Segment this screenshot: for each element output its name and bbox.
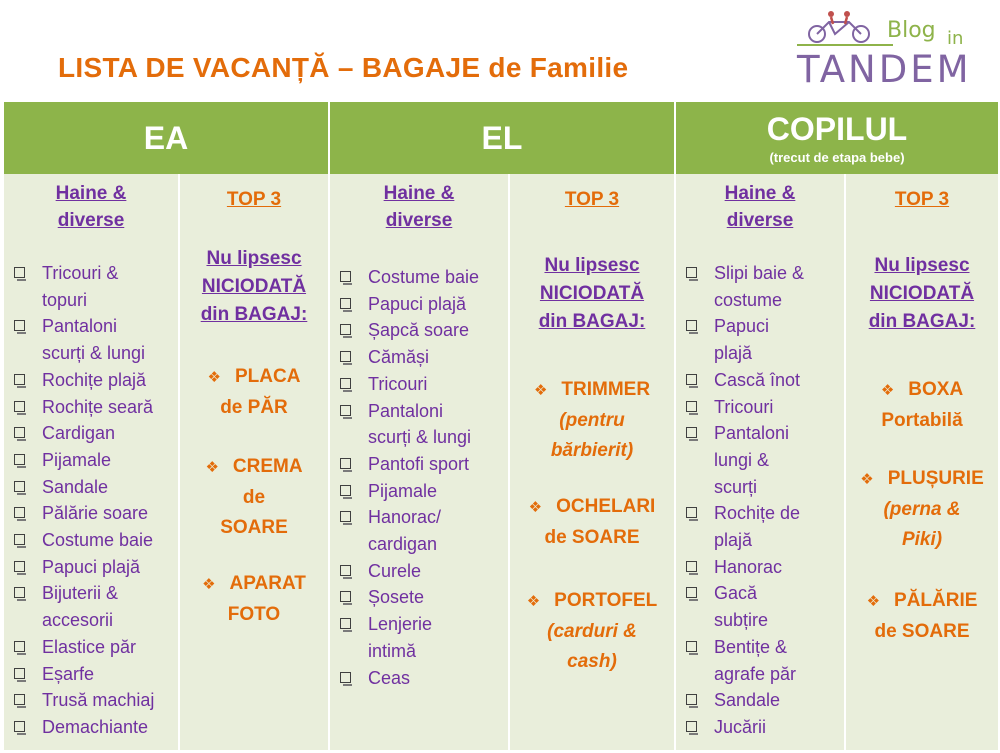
top3-item-text: (carduri & <box>547 621 637 642</box>
list-item-text: Curele <box>368 560 422 581</box>
checkbox-icon[interactable] <box>14 427 25 438</box>
checkbox-icon[interactable] <box>340 271 351 282</box>
kid-top3-heading: TOP 3 <box>894 189 950 210</box>
checkbox-icon[interactable] <box>340 458 351 469</box>
checkbox-icon[interactable] <box>340 324 351 335</box>
list-item <box>676 634 844 687</box>
list-item <box>330 584 508 611</box>
el-top3-column <box>508 174 674 750</box>
list-item-text: Gacă <box>714 583 758 604</box>
top3-item-text: cash) <box>567 651 617 672</box>
checkbox-icon[interactable] <box>686 587 697 598</box>
list-item <box>4 661 178 688</box>
checkbox-icon[interactable] <box>686 427 697 438</box>
list-item <box>4 554 178 581</box>
checkbox-icon[interactable] <box>340 618 351 629</box>
top3-item <box>510 492 674 553</box>
list-item-text: Eșarfe <box>42 663 95 684</box>
list-item <box>330 611 508 664</box>
top3-item <box>510 375 674 466</box>
checkbox-icon[interactable] <box>340 672 351 683</box>
ea-top3-column <box>178 174 328 750</box>
top3-item-text: CREMA <box>232 456 303 477</box>
checkbox-icon[interactable] <box>14 561 25 572</box>
diamond-bullet-icon: ❖ <box>202 576 216 593</box>
list-item-text: Demachiante <box>42 716 149 737</box>
list-item-text: Pantaloni <box>714 423 790 444</box>
list-item-text: subțire <box>714 610 769 631</box>
kid-items-heading: Haine & diverse <box>724 183 796 231</box>
top3-item <box>846 464 998 555</box>
list-item-text: Cardigan <box>42 423 116 444</box>
list-item-text: Elastice păr <box>42 636 137 657</box>
ea-items-heading: Haine & diverse <box>55 183 127 231</box>
top3-item-text: PORTOFEL <box>554 590 658 611</box>
checkbox-icon[interactable] <box>14 401 25 412</box>
list-item <box>4 714 178 741</box>
diamond-bullet-icon: ❖ <box>207 369 221 386</box>
kid-item-list <box>676 260 844 741</box>
list-item-text: Pantofi sport <box>368 453 470 474</box>
list-item-text: Hanorac <box>714 556 783 577</box>
diamond-bullet-icon: ❖ <box>866 593 881 610</box>
el-item-list <box>330 264 508 691</box>
list-item <box>4 500 178 527</box>
list-item <box>4 394 178 421</box>
list-item-text: Papuci plajă <box>368 293 467 314</box>
list-item-text: topuri <box>42 289 88 310</box>
top3-item-text: (perna & <box>883 499 961 520</box>
checkbox-icon[interactable] <box>14 481 25 492</box>
checkbox-icon[interactable] <box>686 374 697 385</box>
header-copilul <box>674 102 998 174</box>
list-item-text: Papuci <box>714 316 770 337</box>
list-item <box>4 447 178 474</box>
diamond-bullet-icon: ❖ <box>533 382 548 399</box>
list-item-text: Pantaloni <box>42 316 118 337</box>
checkbox-icon[interactable] <box>14 641 25 652</box>
list-item-text: costume <box>714 289 783 310</box>
top3-item-text: SOARE <box>220 517 288 538</box>
list-item-text: Trusă machiaj <box>42 690 155 711</box>
checkbox-icon[interactable] <box>14 534 25 545</box>
checkbox-icon[interactable] <box>14 587 25 598</box>
list-item-text: Cămăși <box>368 347 430 368</box>
list-item <box>676 714 844 741</box>
header-copilul-subtitle: (trecut de etapa bebe) <box>769 150 905 165</box>
table-body-row <box>4 174 998 750</box>
list-item-text: Ceas <box>368 667 411 688</box>
header-ea-label: EA <box>143 120 189 156</box>
list-item <box>330 264 508 291</box>
list-item <box>330 504 508 557</box>
list-item-text: Hanorac/ <box>368 507 442 528</box>
list-item-text: Pijamale <box>42 449 112 470</box>
kid-top3-column <box>844 174 998 750</box>
checkbox-icon[interactable] <box>14 668 25 679</box>
list-item-text: cardigan <box>368 534 438 555</box>
list-item-text: Pijamale <box>368 480 438 501</box>
list-item <box>4 474 178 501</box>
list-item-text: Rochițe plajă <box>42 369 147 390</box>
top3-item-text: BOXA <box>908 379 964 400</box>
header-el <box>328 102 674 174</box>
top3-item <box>180 569 328 630</box>
checkbox-icon[interactable] <box>14 267 25 278</box>
list-item <box>676 260 844 313</box>
ea-never-missing-note: Nu lipsesc NICIODATĂ din BAGAJ: <box>200 248 308 325</box>
kid-never-missing-note: Nu lipsesc NICIODATĂ din BAGAJ: <box>868 255 976 332</box>
top3-item-text: de SOARE <box>874 621 970 642</box>
top3-item-text: TRIMMER <box>561 379 651 400</box>
diamond-bullet-icon: ❖ <box>880 382 895 399</box>
list-item <box>676 580 844 633</box>
top3-item-text: PĂLĂRIE <box>894 590 978 611</box>
top3-item-text: APARAT <box>229 573 306 594</box>
top3-item-text: Piki) <box>901 529 943 550</box>
list-item-text: Pantaloni <box>368 400 444 421</box>
el-top3-heading: TOP 3 <box>564 189 620 210</box>
list-item <box>330 665 508 692</box>
top3-item <box>180 452 328 543</box>
top3-item-text: PLUȘURIE <box>887 468 984 489</box>
list-item-text: Bijuterii & <box>42 583 119 604</box>
header-el-label: EL <box>481 120 523 156</box>
checkbox-icon[interactable] <box>14 694 25 705</box>
list-item-text: agrafe păr <box>714 663 797 684</box>
list-item <box>330 451 508 478</box>
checkbox-icon[interactable] <box>14 507 25 518</box>
list-item-text: scurți <box>714 476 758 497</box>
top3-item <box>180 362 328 423</box>
list-item-text: Slipi baie & <box>714 263 805 283</box>
checkbox-icon[interactable] <box>686 641 697 652</box>
kid-items-column <box>674 174 844 750</box>
list-item-text: Tricouri <box>714 396 774 417</box>
blog-logo <box>795 4 995 96</box>
list-item <box>676 554 844 581</box>
ea-items-column <box>4 174 178 750</box>
top3-item-text: (pentru <box>559 410 625 431</box>
tandem-bicycle-icon <box>805 8 875 44</box>
list-item-text: Papuci plajă <box>42 556 141 577</box>
list-item <box>676 687 844 714</box>
list-item <box>4 634 178 661</box>
list-item-text: Costume baie <box>42 530 154 551</box>
checkbox-icon[interactable] <box>340 565 351 576</box>
list-item <box>330 398 508 451</box>
ea-item-list <box>4 260 178 741</box>
logo-tandem-text: TANDEM <box>797 48 972 91</box>
list-item-text: Bentițe & <box>714 636 788 657</box>
header-copilul-label: COPILUL <box>766 111 908 147</box>
list-item <box>676 394 844 421</box>
list-item <box>4 580 178 633</box>
list-item-text: Cască înot <box>714 369 801 390</box>
logo-in-text: in <box>947 28 964 49</box>
top3-item-text: Portabilă <box>881 410 963 431</box>
top3-item <box>846 586 998 647</box>
list-item <box>330 558 508 585</box>
list-item-text: Costume baie <box>368 267 480 287</box>
list-item <box>4 367 178 394</box>
list-item-text: Șosete <box>368 587 425 608</box>
checkbox-icon[interactable] <box>686 721 697 732</box>
top3-item-text: de PĂR <box>220 397 288 418</box>
checkbox-icon[interactable] <box>340 298 351 309</box>
checkbox-icon[interactable] <box>686 320 697 331</box>
list-item-text: Tricouri <box>368 373 428 394</box>
list-item <box>676 367 844 394</box>
checkbox-icon[interactable] <box>686 694 697 705</box>
top3-item <box>510 586 674 677</box>
list-item-text: Șapcă soare <box>368 320 470 341</box>
checkbox-icon[interactable] <box>686 507 697 518</box>
checkbox-icon[interactable] <box>14 454 25 465</box>
checkbox-icon[interactable] <box>686 267 697 278</box>
top3-item-text: FOTO <box>227 604 281 625</box>
list-item <box>4 260 178 313</box>
list-item-text: Pălărie soare <box>42 503 149 524</box>
list-item-text: Tricouri & <box>42 263 119 283</box>
ea-top3-heading: TOP 3 <box>226 189 282 210</box>
list-item <box>676 500 844 553</box>
list-item-text: Jucării <box>714 716 767 737</box>
list-item <box>4 687 178 714</box>
top3-item-text: de SOARE <box>544 527 640 548</box>
list-item-text: lungi & <box>714 449 770 470</box>
list-item <box>4 527 178 554</box>
header-ea <box>4 102 328 174</box>
diamond-bullet-icon: ❖ <box>528 499 543 516</box>
checkbox-icon[interactable] <box>340 405 351 416</box>
top3-item-text: PLACA <box>235 366 301 387</box>
page-title: LISTA DE VACANȚĂ – BAGAJE de Familie <box>58 52 629 83</box>
checkbox-icon[interactable] <box>340 511 351 522</box>
logo-underline <box>797 44 893 46</box>
top3-item-text: OCHELARI <box>556 496 656 517</box>
list-item <box>330 478 508 505</box>
list-item <box>330 317 508 344</box>
checkbox-icon[interactable] <box>14 721 25 732</box>
list-item-text: scurți & lungi <box>42 343 146 364</box>
checkbox-icon[interactable] <box>340 378 351 389</box>
el-never-missing-note: Nu lipsesc NICIODATĂ din BAGAJ: <box>538 255 646 332</box>
checkbox-icon[interactable] <box>686 401 697 412</box>
list-item-text: Sandale <box>714 690 781 711</box>
list-item-text: intimă <box>368 640 417 661</box>
el-items-column <box>328 174 508 750</box>
list-item <box>330 344 508 371</box>
packing-table <box>4 102 998 750</box>
checkbox-icon[interactable] <box>686 561 697 572</box>
list-item-text: plajă <box>714 530 753 551</box>
diamond-bullet-icon: ❖ <box>860 471 874 488</box>
list-item <box>4 313 178 366</box>
top3-item-text: de <box>242 487 266 508</box>
list-item <box>330 371 508 398</box>
list-item <box>330 291 508 318</box>
list-item-text: Lenjerie <box>368 614 433 635</box>
list-item <box>676 313 844 366</box>
el-items-heading: Haine & diverse <box>383 183 455 231</box>
list-item <box>4 420 178 447</box>
list-item-text: accesorii <box>42 610 114 631</box>
checkbox-icon[interactable] <box>340 485 351 496</box>
checkbox-icon[interactable] <box>340 351 351 362</box>
list-item-text: Rochițe de <box>714 503 801 524</box>
checkbox-icon[interactable] <box>340 591 351 602</box>
table-header-row <box>4 102 998 174</box>
top3-item-text: bărbierit) <box>550 440 634 461</box>
list-item-text: plajă <box>714 343 753 364</box>
diamond-bullet-icon: ❖ <box>526 593 541 610</box>
checkbox-icon[interactable] <box>14 374 25 385</box>
list-item-text: Sandale <box>42 476 109 497</box>
diamond-bullet-icon: ❖ <box>205 459 219 476</box>
logo-blog-text: Blog <box>887 18 936 43</box>
list-item <box>676 420 844 500</box>
list-item-text: scurți & lungi <box>368 427 472 448</box>
checkbox-icon[interactable] <box>14 320 25 331</box>
list-item-text: Rochițe seară <box>42 396 154 417</box>
top3-item <box>846 375 998 436</box>
